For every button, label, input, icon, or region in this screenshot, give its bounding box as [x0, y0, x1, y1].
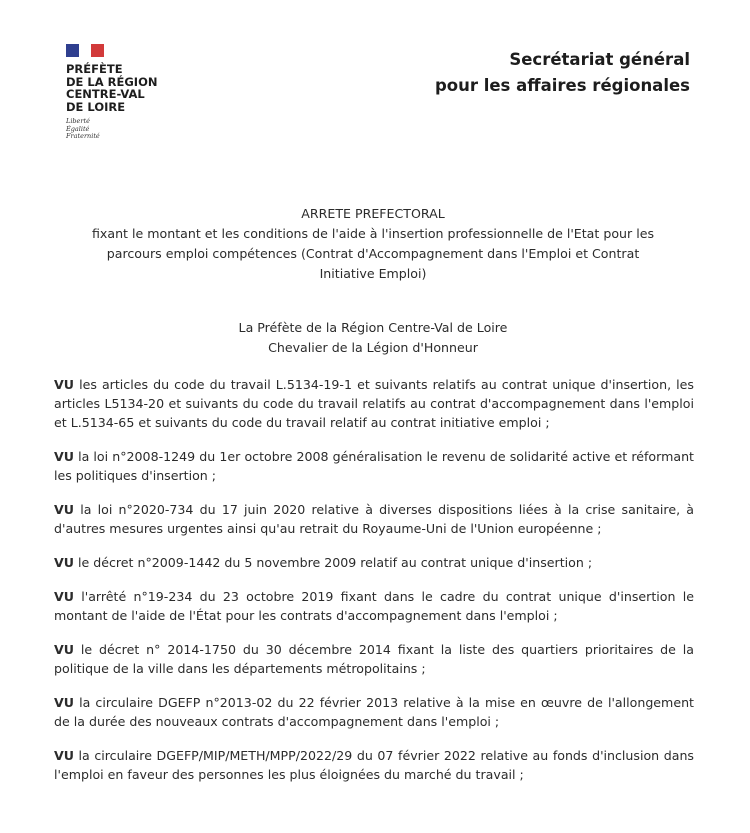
vu-keyword: VU [54, 377, 74, 392]
consideration-paragraph [54, 553, 694, 572]
prefecture-logo [66, 44, 157, 141]
consideration-text: le décret n°2009-1442 du 5 novembre 2009 relatif au contrat unique d'insertion ; [73, 555, 593, 570]
author-line: La Préfète de la Région Centre-Val de Loire [238, 320, 508, 335]
prefecture-name-line: DE LA RÉGION [66, 74, 158, 89]
motto-line: Fraternité [66, 132, 100, 140]
vu-keyword: VU [54, 555, 74, 570]
decree-title [40, 204, 706, 284]
consideration-text: la loi n°2020-734 du 17 juin 2020 relative à diverses dispositions liées à la crise sanitaire, à d'autres mesures urgentes ainsi qu'au retrait du Royaume-Uni de l'Union européenne ; [54, 502, 694, 536]
decree-subtitle-line: Initiative Emploi) [319, 266, 427, 281]
consideration-paragraph [54, 500, 694, 538]
consideration-text: les articles du code du travail L.5134-19-1 et suivants relatifs au contrat unique d'insertion, les articles L5134-20 et suivants du code du travail relatifs au contrat d'accompagnement dans l'emploi et L.5134-65 et suivants du code du travail relatif au contrat initiative emploi ; [54, 377, 694, 430]
author-block [40, 318, 706, 358]
decree-heading: ARRETE PREFECTORAL [301, 206, 445, 221]
consideration-paragraph [54, 640, 694, 678]
department-heading [435, 47, 690, 99]
consideration-text: la loi n°2008-1249 du 1er octobre 2008 généralisation le revenu de solidarité active et réformant les politiques d'insertion ; [54, 449, 694, 483]
prefecture-name-line: PRÉFÈTE [66, 62, 123, 76]
consideration-paragraph [54, 447, 694, 485]
vu-keyword: VU [54, 642, 74, 657]
author-line: Chevalier de la Légion d'Honneur [268, 340, 478, 355]
consideration-paragraph [54, 587, 694, 625]
prefecture-name-line: CENTRE-VAL [66, 87, 145, 101]
french-flag-icon [66, 44, 104, 57]
consideration-paragraph [54, 375, 694, 432]
vu-keyword: VU [54, 748, 74, 763]
considerations-list [54, 375, 694, 799]
prefecture-name-line: DE LOIRE [66, 99, 126, 114]
vu-keyword: VU [54, 502, 74, 517]
republic-motto [66, 118, 157, 141]
consideration-text: la circulaire DGEFP/MIP/METH/MPP/2022/29 du 07 février 2022 relative au fonds d'inclusion dans l'emploi en faveur des personnes les plus éloignées du marché du travail ; [54, 748, 694, 782]
consideration-text: l'arrêté n°19-234 du 23 octobre 2019 fixant dans le cadre du contrat unique d'insertion le montant de l'aide de l'État pour les contrats d'accompagnement dans l'emploi ; [54, 589, 694, 623]
vu-keyword: VU [54, 449, 74, 464]
consideration-paragraph [54, 693, 694, 731]
consideration-paragraph [54, 746, 694, 784]
vu-keyword: VU [54, 589, 74, 604]
consideration-text: le décret n° 2014-1750 du 30 décembre 2014 fixant la liste des quartiers prioritaires de la politique de la ville dans les départements métropolitains ; [54, 642, 694, 676]
department-line: pour les affaires régionales [434, 76, 690, 95]
decree-subtitle-line: parcours emploi compétences (Contrat d'Accompagnement dans l'Emploi et Contrat [106, 246, 640, 261]
consideration-text: la circulaire DGEFP n°2013-02 du 22 février 2013 relative à la mise en œuvre de l'allongement de la durée des nouveaux contrats d'accompagnement dans l'emploi ; [54, 695, 694, 729]
motto-line: Liberté [66, 117, 90, 125]
vu-keyword: VU [54, 695, 74, 710]
department-line: Secrétariat général [509, 50, 690, 69]
prefecture-name [66, 63, 157, 113]
motto-line: Égalité [66, 124, 90, 133]
decree-subtitle-line: fixant le montant et les conditions de l'aide à l'insertion professionnelle de l'Etat pour les [91, 226, 655, 241]
